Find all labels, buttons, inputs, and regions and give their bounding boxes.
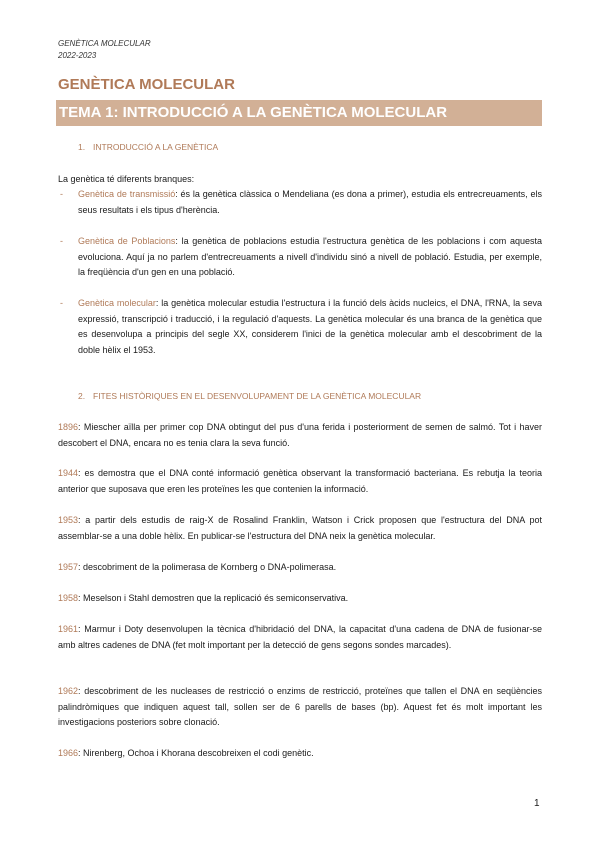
topic-banner [56, 100, 542, 126]
milestone-item [58, 591, 542, 607]
section-1-intro: La genètica té diferents branques: [58, 174, 195, 184]
milestone-text: : Miescher aïlla per primer cop DNA obtingut del pus d'una ferida i posteriorment de semen de salmó. Tot i haver descobert el DNA, encara no es tenia clara la seva funció. [58, 422, 542, 448]
milestone-year: 1957 [58, 562, 79, 572]
milestone-year: 1896 [58, 422, 79, 432]
section-1-heading [78, 142, 218, 152]
section-2-heading [78, 391, 421, 401]
milestone-item [58, 684, 542, 731]
document-title: GENÈTICA MOLECULAR [58, 76, 235, 93]
branch-description: : la genètica molecular estudia l'estructura i la funció dels àcids nucleics, el DNA, l'RNA, la seva expressió, transcripció i traducció, i la regulació d'aquests. La genètica molecular és una branca de la genètica que es desenvolupa a principis del segle XX, considerem l'inici de la genètica molecular amb el descobriment de la doble hèlix el 1953. [78, 298, 542, 355]
section-2-number: 2. [78, 391, 86, 401]
milestone-item [58, 513, 542, 544]
milestone-year: 1962 [58, 686, 79, 696]
list-item [58, 296, 542, 358]
milestone-text: : descobriment de la polimerasa de Kornberg o DNA-polimerasa. [78, 562, 337, 572]
bullet-dash: - [60, 236, 63, 246]
milestone-item [58, 746, 542, 762]
milestone-year: 1958 [58, 593, 79, 603]
bullet-dash: - [60, 189, 63, 199]
milestone-year: 1961 [58, 624, 79, 634]
milestone-item [58, 560, 542, 576]
milestone-year: 1953 [58, 515, 79, 525]
page-number: 1 [534, 798, 540, 809]
section-1-number: 1. [78, 142, 86, 152]
milestone-text: : Nirenberg, Ochoa i Khorana descobreixen el codi genètic. [78, 748, 314, 758]
branch-term: Genètica molecular [78, 298, 156, 308]
section-2-title: FITES HISTÒRIQUES EN EL DESENVOLUPAMENT DE LA GENÈTICA MOLECULAR [93, 391, 422, 401]
milestone-item [58, 420, 542, 451]
branch-description: : la genètica de poblacions estudia l'estructura genètica de les poblacions i com aquesta evoluciona. Aquí ja no parlem d'entrecreuaments a nivell d'individu sinó a nivell de població. Estudia, per exemple, la freqüència d'un gen en una població. [78, 236, 542, 277]
section-1-title: INTRODUCCIÓ A LA GENÈTICA [93, 142, 219, 152]
milestone-text: : es demostra que el DNA conté informació genètica observant la transformació bacteriana. Es rebutja la teoria anterior que suposava que eren les proteïnes les que contenien la informació. [58, 468, 542, 494]
milestone-year: 1966 [58, 748, 79, 758]
topic-banner-text: TEMA 1: INTRODUCCIÓ A LA GENÈTICA MOLECULAR [59, 104, 448, 121]
header-year: 2022-2023 [58, 51, 97, 60]
branch-term: Genètica de transmissió [78, 189, 176, 199]
branch-term: Genètica de Poblacions [78, 236, 176, 246]
bullet-dash: - [60, 298, 63, 308]
list-item [58, 187, 542, 218]
branch-description: : és la genètica clàssica o Mendeliana (es dona a primer), estudia els entrecreuaments, els seus resultats i els tipus d'herència. [78, 189, 542, 215]
milestone-text: : Marmur i Doty desenvolupen la tècnica d'hibridació del DNA, la capacitat d'una cadena de DNA de fusionar-se amb altres cadenes de DNA (fet molt important per la detecció de gens segons sondes marcades). [58, 624, 542, 650]
header-course: GENÈTICA MOLECULAR [58, 39, 151, 48]
milestone-text: : a partir dels estudis de raig-X de Rosalind Franklin, Watson i Crick proposen que l'estructura del DNA pot assemblar-se a una doble hèlix. En publicar-se l'estructura del DNA neix la genètica molecular. [58, 515, 542, 541]
list-item [58, 234, 542, 281]
milestone-text: : descobriment de les nucleases de restricció o enzims de restricció, proteïnes que tallen el DNA en seqüències palindròmiques que indiquen aquest tall, sollen ser de 6 parells de bases (bp). Aquest fet és molt important les investigacions posteriors sobre clonació. [58, 686, 542, 727]
milestone-item [58, 622, 542, 653]
page-header [58, 38, 151, 62]
milestone-year: 1944 [58, 468, 79, 478]
milestone-item [58, 466, 542, 497]
milestone-text: : Meselson i Stahl demostren que la replicació és semiconservativa. [78, 593, 349, 603]
